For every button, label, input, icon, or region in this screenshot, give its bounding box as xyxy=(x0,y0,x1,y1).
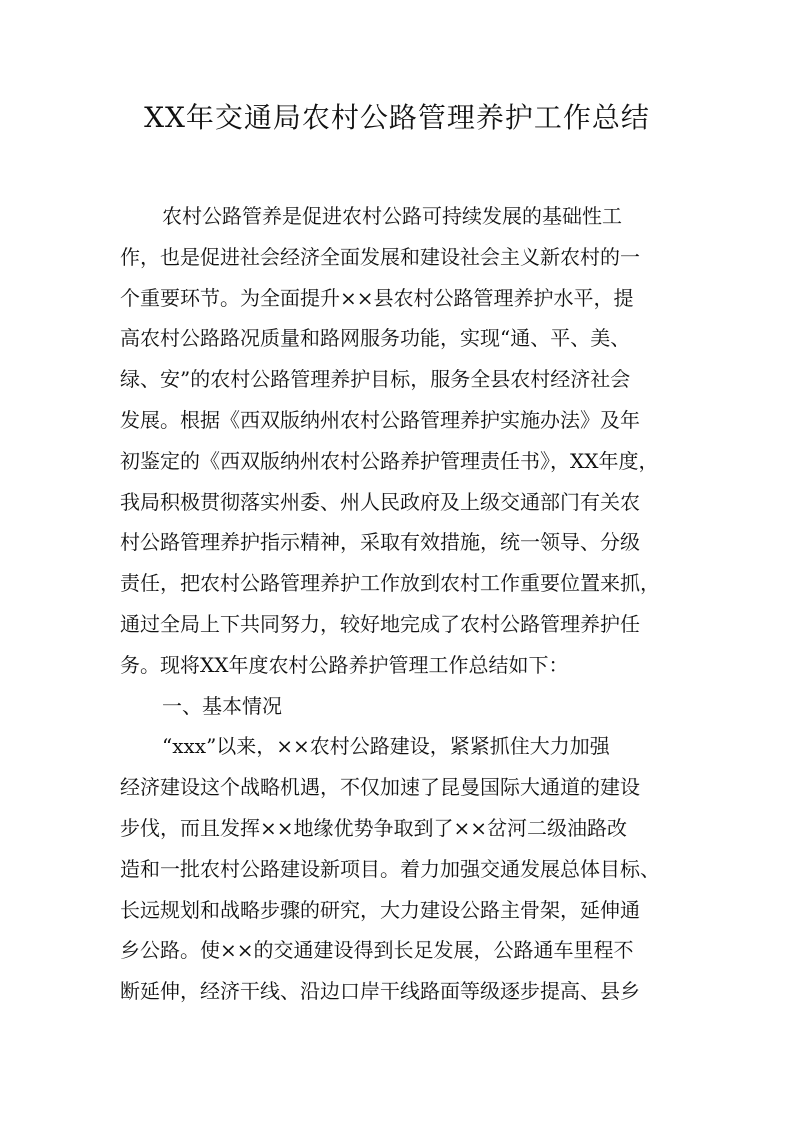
body-line: 作，也是促进社会经济全面发展和建设社会主义新农村的一 xyxy=(120,244,640,269)
body-line: 长远规划和战略步骤的研究，大力建设公路主骨架，延伸通 xyxy=(120,897,640,922)
document-title: XX年交通局农村公路管理养护工作总结 xyxy=(144,101,650,134)
document-body xyxy=(120,196,690,1012)
body-line: 造和一批农村公路建设新项目。着力加强交通发展总体目标、 xyxy=(120,856,660,881)
body-line: 责任，把农村公路管理养护工作放到农村工作重要位置来抓， xyxy=(120,571,660,596)
body-line: 经济建设这个战略机遇，不仅加速了昆曼国际大通道的建设 xyxy=(120,775,640,800)
body-line: 发展。根据《西双版纳州农村公路管理养护实施办法》及年 xyxy=(120,407,640,432)
body-line: 乡公路。使××的交通建设得到长足发展，公路通车里程不 xyxy=(120,938,634,963)
body-line: 个重要环节。为全面提升××县农村公路管理养护水平，提 xyxy=(120,285,634,310)
body-line: 我局积极贯彻落实州委、州人民政府及上级交通部门有关农 xyxy=(120,489,640,514)
body-line: 农村公路管养是促进农村公路可持续发展的基础性工 xyxy=(162,204,622,228)
body-line: 断延伸，经济干线、沿边口岸干线路面等级逐步提高、县乡 xyxy=(120,979,640,1004)
section-heading: 一、基本情况 xyxy=(162,693,282,718)
body-line: 村公路管理养护指示精神，采取有效措施，统一领导、分级 xyxy=(120,530,640,555)
body-line: 初鉴定的《西双版纳州农村公路养护管理责任书》，XX年度， xyxy=(120,448,659,473)
body-line: 通过全局上下共同努力，较好地完成了农村公路管理养护任 xyxy=(120,611,640,636)
body-line: 务。现将XX年度农村公路养护管理工作总结如下： xyxy=(120,652,569,677)
body-line: 步伐，而且发挥××地缘优势争取到了××岔河二级油路改 xyxy=(120,815,628,840)
body-line: 绿、安”的农村公路管理养护目标，服务全县农村经济社会 xyxy=(120,367,631,392)
body-line: “xxx”以来，××农村公路建设，紧紧抓住大力加强 xyxy=(162,734,610,759)
body-line: 高农村公路路况质量和路网服务功能，实现“通、平、美、 xyxy=(120,326,631,351)
